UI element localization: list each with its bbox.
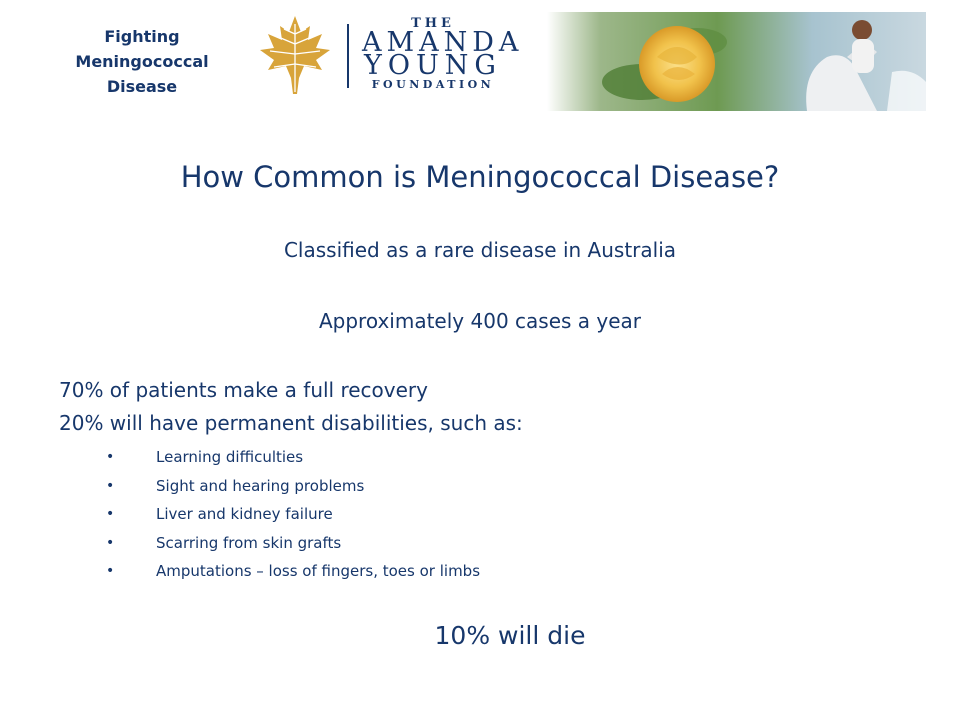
banner-photo	[547, 12, 926, 111]
list-item	[106, 475, 480, 504]
logo-divider	[347, 24, 349, 88]
cases-per-year-line: Approximately 400 cases a year	[318, 309, 642, 333]
tagline-line: Fighting	[104, 27, 180, 46]
tagline-line: Meningococcal	[75, 52, 209, 71]
maple-leaf-icon	[258, 14, 332, 98]
list-item	[106, 532, 480, 561]
logo-foundation: FOUNDATION	[371, 78, 495, 91]
bullet-icon: •	[106, 477, 115, 494]
bullet-icon: •	[106, 449, 115, 465]
logo-amanda: AMANDA	[362, 27, 524, 58]
slide-title: How Common is Meningococcal Disease?	[180, 160, 780, 194]
logo-young: YOUNG	[364, 50, 502, 81]
list-item-text: Sight and hearing problems	[156, 476, 365, 495]
tagline	[62, 24, 222, 99]
foundation-logo	[362, 16, 524, 93]
bullet-icon: •	[106, 534, 115, 551]
disability-list	[106, 446, 480, 589]
logo-the: THE	[411, 16, 455, 31]
mortality-stat: 10% will die	[434, 621, 586, 650]
tagline-line: Disease	[106, 77, 178, 96]
bullet-icon: •	[106, 563, 115, 579]
list-item-text: Liver and kidney failure	[156, 505, 333, 523]
disability-stat: 20% will have permanent disabilities, such as:	[59, 411, 523, 435]
list-item	[106, 446, 480, 475]
list-item-text: Scarring from skin grafts	[156, 533, 342, 552]
list-item-text: Amputations – loss of fingers, toes or limbs	[156, 562, 481, 580]
bullet-icon: •	[106, 506, 115, 522]
rare-disease-line: Classified as a rare disease in Australia	[283, 238, 677, 262]
list-item	[106, 560, 480, 589]
recovery-stat: 70% of patients make a full recovery	[59, 378, 428, 402]
list-item-text: Learning difficulties	[156, 448, 304, 466]
list-item	[106, 503, 480, 532]
